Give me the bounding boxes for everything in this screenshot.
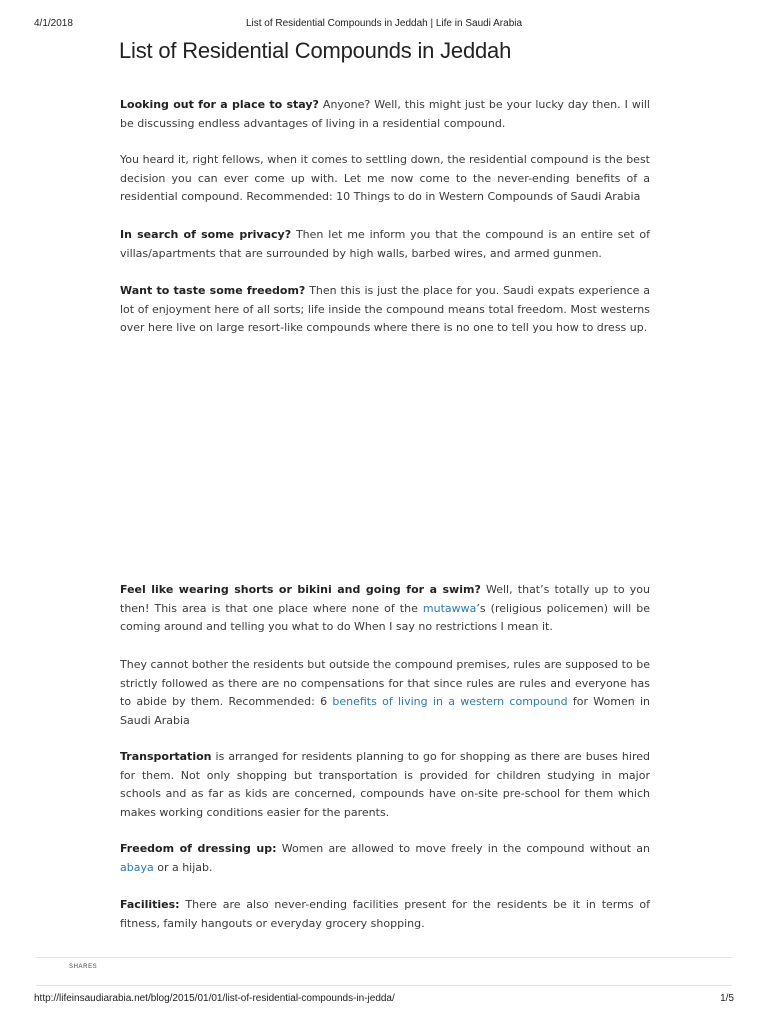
paragraph-text: Women are allowed to move freely in the compound without an xyxy=(276,842,650,855)
western-compound-benefits-link[interactable]: benefits of living in a western compound xyxy=(332,695,568,708)
paragraph-facilities xyxy=(120,896,650,933)
paragraph-text: Anyone? Well, this might just be your lucky day then. I will be discussing endless advantages of living in a residential compound. xyxy=(120,98,650,130)
paragraph-lead: Want to taste some freedom? xyxy=(120,284,306,297)
paragraph-rules xyxy=(120,656,650,730)
mutawwa-link[interactable]: mutawwa xyxy=(422,601,477,615)
paragraph-place-to-stay xyxy=(120,96,650,133)
paragraph-text: for Women in Saudi Arabia xyxy=(120,695,650,727)
paragraph-text: There are also never-ending facilities present for the residents be it in terms of fitness, family hangouts or everyday grocery shopping. xyxy=(120,898,650,930)
paragraph-lead: Transportation xyxy=(120,750,212,763)
paragraph-freedom xyxy=(120,282,650,338)
paragraph-privacy xyxy=(120,226,650,263)
paragraph-text: You heard it, right fellows, when it comes to settling down, the residential compound is the best decision you can ever come up with. Let me now come to the never-ending benefits of a residential compound. Recommended: 10 Things to do in Western Compounds of Saudi Arabia xyxy=(120,153,650,203)
paragraph-text: is arranged for residents planning to go for shopping as there are buses hired for them. Not only shopping but transportation is provided for children studying in major schools and as far as kids are concerned, compounds have on-site pre-school for them which makes working conditions easier for the parents. xyxy=(120,750,650,819)
paragraph-lead: Facilities: xyxy=(120,898,180,911)
paragraph-lead: In search of some privacy? xyxy=(120,228,292,241)
abaya-link[interactable]: abaya xyxy=(120,860,154,874)
print-header xyxy=(34,18,734,32)
paragraph-lead: Looking out for a place to stay? xyxy=(120,98,319,111)
paragraph-text: or a hijab. xyxy=(153,860,213,874)
paragraph-text: ’s (religious policemen) will be coming around and telling you what to do When I say no restrictions I mean it. xyxy=(120,601,650,633)
article-heading: List of Residential Compounds in Jeddah xyxy=(119,38,512,63)
paragraph-settling-down xyxy=(120,151,650,207)
paragraph-lead: Feel like wearing shorts or bikini and going for a swim? xyxy=(120,583,481,596)
paragraph-text: Then let me inform you that the compound is an entire set of villas/apartments that are surrounded by high walls, barbed wires, and armed gunmen. xyxy=(120,228,650,260)
page-url: http://lifeinsaudiarabia.net/blog/2015/01/01/list-of-residential-compounds-in-jedda/ xyxy=(34,993,395,1004)
paragraph-dressing xyxy=(120,840,650,877)
paragraph-text: Well, that’s totally up to you then! This area is that one place where none of the xyxy=(120,583,650,615)
paragraph-text: They cannot bother the residents but outside the compound premises, rules are supposed to be strictly followed as there are no compensations for that since rules are rules and everyone has to abide by them. Recommended: 6 xyxy=(120,658,650,708)
paragraph-text: Then this is just the place for you. Saudi expats experience a lot of enjoyment here of all sorts; life inside the compound means total freedom. Most westerns over here live on large resort-like compounds where there is no one to tell you how to dress up. xyxy=(120,284,650,334)
print-date: 4/1/2018 xyxy=(34,18,73,29)
shares-label: SHARES xyxy=(69,964,98,970)
print-page-title: List of Residential Compounds in Jeddah | Life in Saudi Arabia xyxy=(245,18,523,29)
page-number: 1/5 xyxy=(720,993,734,1004)
share-bar xyxy=(36,957,732,986)
paragraph-swim xyxy=(120,581,650,637)
print-footer xyxy=(34,993,734,1007)
paragraph-lead: Freedom of dressing up: xyxy=(120,842,277,855)
paragraph-transportation xyxy=(120,748,650,822)
